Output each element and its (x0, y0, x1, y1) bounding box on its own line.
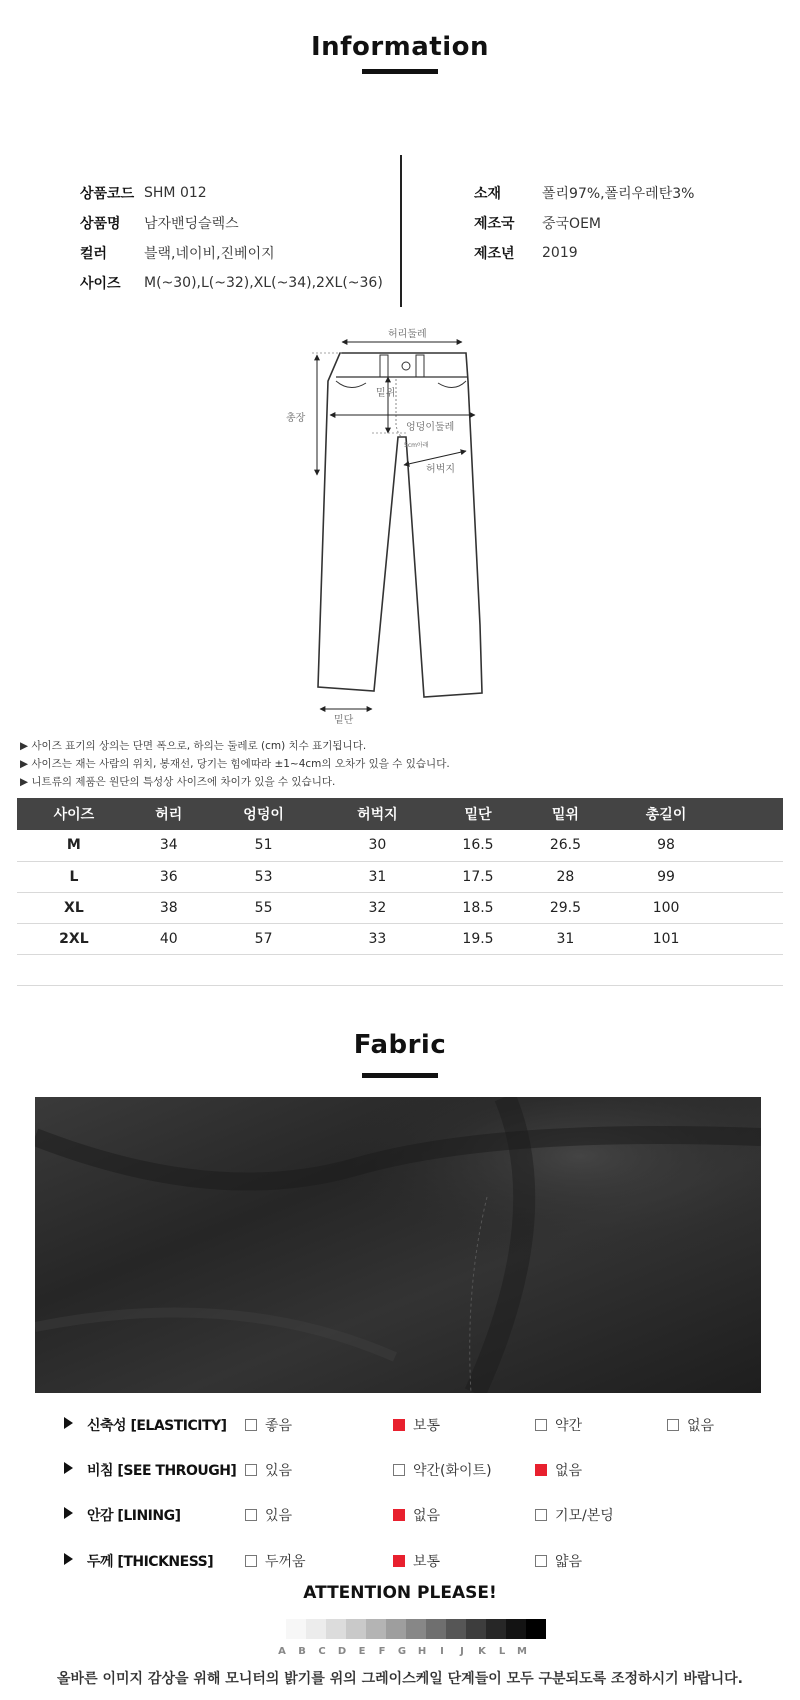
checkbox-icon (245, 1419, 257, 1431)
info-row-size: 사이즈 M(~30),L(~32),XL(~34),2XL(~36) (80, 275, 383, 292)
checkbox-icon (667, 1419, 679, 1431)
col-hem: 밑단 (434, 798, 521, 830)
attr-elasticity: 신축성 [ELASTICITY] 좋음 보통 약간 없음 (0, 1413, 800, 1437)
grayscale-letter: K (478, 1646, 486, 1657)
col-waist: 허리 (131, 798, 207, 830)
option-checkbox[interactable]: 없음 (393, 1505, 440, 1525)
option-checkbox[interactable]: 약간 (535, 1415, 582, 1435)
grayscale-letter: L (498, 1646, 506, 1657)
col-spacer (723, 798, 783, 830)
grayscale-letter: F (378, 1646, 386, 1657)
fabric-title-underline (362, 1073, 438, 1078)
grayscale-letter: G (397, 1646, 407, 1657)
table-row: L 36 53 31 17.5 28 99 (17, 861, 783, 892)
attention-title: ATTENTION PLEASE! (303, 1583, 497, 1603)
grayscale-letter: A (278, 1646, 286, 1657)
size-notes (20, 737, 450, 791)
fabric-photo (35, 1097, 761, 1393)
option-checkbox[interactable]: 보통 (393, 1415, 440, 1435)
grayscale-letter: J (460, 1646, 464, 1657)
grayscale-swatch (466, 1619, 486, 1639)
fabric-title: Fabric (353, 1030, 447, 1060)
checkbox-icon (245, 1464, 257, 1476)
waist-label: 허리둘레 (388, 329, 427, 340)
option-checkbox[interactable]: 없음 (535, 1460, 582, 1480)
checkbox-checked-icon (393, 1509, 405, 1521)
grayscale-letter: M (517, 1646, 527, 1657)
info-row-code: 상품코드 SHM 012 (80, 185, 207, 202)
checkbox-icon (535, 1509, 547, 1521)
length-label: 총장 (286, 413, 306, 424)
triangle-right-icon (64, 1462, 73, 1474)
checkbox-icon (535, 1419, 547, 1431)
option-checkbox[interactable]: 있음 (245, 1505, 292, 1525)
grayscale-swatch (406, 1619, 426, 1639)
table-row: 2XL 40 57 33 19.5 31 101 (17, 923, 783, 954)
grayscale-letters (272, 1646, 532, 1657)
attr-see-through: 비침 [SEE THROUGH] 있음 약간(화이트) 없음 (0, 1458, 800, 1482)
grayscale-letter: E (358, 1646, 366, 1657)
col-thigh: 허벅지 (320, 798, 434, 830)
col-length: 총길이 (609, 798, 723, 830)
triangle-right-icon (64, 1507, 73, 1519)
table-row: XL 38 55 32 18.5 29.5 100 (17, 892, 783, 923)
pants-outline (318, 353, 482, 697)
attr-thickness: 두께 [THICKNESS] 두꺼움 보통 얇음 (0, 1549, 800, 1573)
note-item: ▶ 사이즈 표기의 상의는 단면 폭으로, 하의는 둘레로 (cm) 치수 표기됩니다. (20, 740, 367, 752)
option-checkbox[interactable]: 두꺼움 (245, 1551, 306, 1571)
option-checkbox[interactable]: 약간(화이트) (393, 1460, 492, 1480)
grayscale-swatch (366, 1619, 386, 1639)
hip-label: 엉덩이둘레 (406, 422, 455, 433)
thigh-offset-label: 5cm아래 (404, 442, 429, 449)
triangle-right-icon (64, 1417, 73, 1429)
grayscale-swatch (306, 1619, 326, 1639)
table-row: M 34 51 30 16.5 26.5 98 (17, 830, 783, 861)
grayscale-swatch (446, 1619, 466, 1639)
info-right-column (474, 178, 694, 268)
checkbox-checked-icon (393, 1555, 405, 1567)
option-checkbox[interactable]: 좋음 (245, 1415, 292, 1435)
col-size: 사이즈 (17, 798, 131, 830)
hem-label: 밑단 (334, 715, 354, 725)
size-table (17, 798, 783, 986)
note-item: ▶ 니트류의 제품은 원단의 특성상 사이즈에 차이가 있을 수 있습니다. (20, 776, 336, 788)
rise-label: 밑위 (376, 388, 396, 399)
grayscale-letter: B (298, 1646, 306, 1657)
information-title-underline (362, 69, 438, 74)
table-blank-row (17, 954, 783, 985)
grayscale-letter: I (440, 1646, 444, 1657)
info-row-country: 제조국 중국OEM (474, 216, 601, 232)
grayscale-swatch (326, 1619, 346, 1639)
checkbox-checked-icon (393, 1419, 405, 1431)
note-item: ▶ 사이즈는 재는 사람의 위치, 봉재선, 당기는 힘에따라 ±1~4cm의 오차가 있을 수 있습니다. (20, 758, 450, 770)
grayscale-swatch (386, 1619, 406, 1639)
grayscale-swatch (426, 1619, 446, 1639)
option-checkbox[interactable]: 있음 (245, 1460, 292, 1480)
thigh-label: 허벅지 (426, 464, 455, 475)
checkbox-icon (535, 1555, 547, 1567)
grayscale-letter: D (337, 1646, 347, 1657)
grayscale-swatch (526, 1619, 546, 1639)
grayscale-letter: H (417, 1646, 427, 1657)
checkbox-icon (393, 1464, 405, 1476)
info-row-year: 제조년 2019 (474, 245, 578, 262)
info-left-column (80, 178, 383, 298)
grayscale-swatch (486, 1619, 506, 1639)
checkbox-icon (245, 1509, 257, 1521)
grayscale-swatch (286, 1619, 306, 1639)
attr-lining: 안감 [LINING] 있음 없음 기모/본딩 (0, 1503, 800, 1527)
col-hip: 엉덩이 (207, 798, 321, 830)
checkbox-icon (245, 1555, 257, 1567)
information-title: Information (310, 32, 490, 62)
option-checkbox[interactable]: 보통 (393, 1551, 440, 1571)
grayscale-strip (286, 1619, 546, 1639)
grayscale-swatch (506, 1619, 526, 1639)
grayscale-swatch (346, 1619, 366, 1639)
table-header-row (17, 798, 783, 830)
info-divider (400, 155, 402, 307)
info-row-material: 소재 폴리97%,폴리우레탄3% (474, 186, 695, 202)
pants-measurement-diagram (270, 325, 530, 725)
monitor-brightness-note: 올바른 이미지 감상을 위해 모니터의 밝기를 위의 그레이스케일 단계들이 모두 구분되도록 조정하시기 바랍니다. (57, 1671, 743, 1687)
info-row-color: 컬러 블랙,네이비,진베이지 (80, 246, 275, 262)
option-checkbox[interactable]: 얇음 (535, 1551, 582, 1571)
grayscale-letter: C (318, 1646, 326, 1657)
checkbox-checked-icon (535, 1464, 547, 1476)
info-row-name: 상품명 남자밴딩슬렉스 (80, 216, 239, 232)
option-checkbox[interactable]: 기모/본딩 (535, 1505, 614, 1525)
col-rise: 밑위 (522, 798, 609, 830)
option-checkbox[interactable]: 없음 (667, 1415, 714, 1435)
triangle-right-icon (64, 1553, 73, 1565)
